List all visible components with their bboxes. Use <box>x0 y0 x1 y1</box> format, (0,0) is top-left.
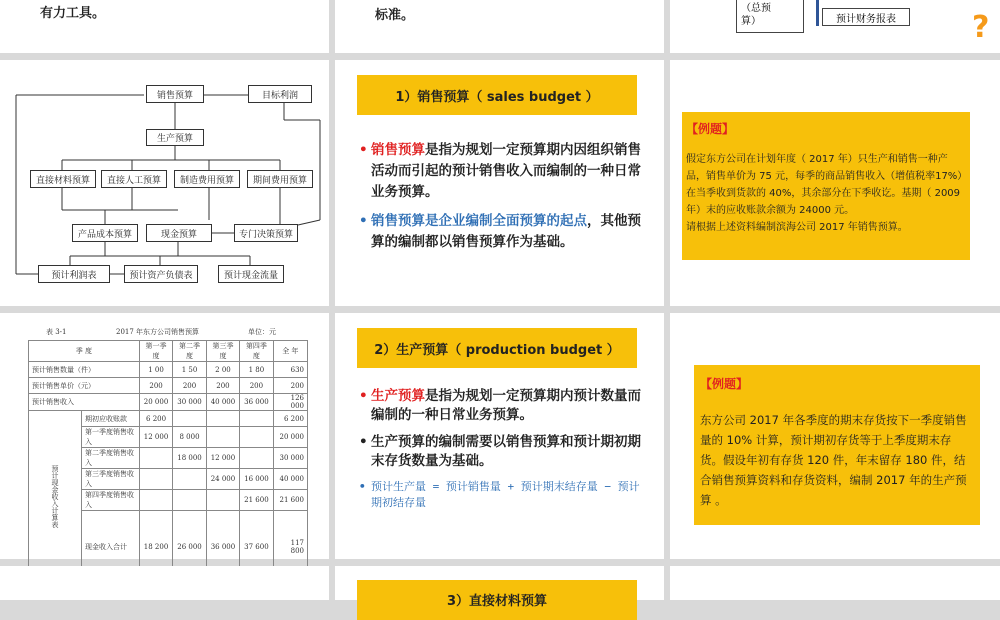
connector-line <box>816 0 819 26</box>
flow-node-target-profit: 目标利润 <box>248 85 312 103</box>
flow-node-product-cost: 产品成本预算 <box>72 224 138 242</box>
slide-thumbnail-9[interactable] <box>670 313 1000 559</box>
flow-node-cash: 现金预算 <box>146 224 212 242</box>
slide-text: 有力工具。 <box>40 6 106 21</box>
table-row: 预计销售单价（元） 200 200 200 200 200 <box>29 378 308 394</box>
slide-title: 2）生产预算（ production budget ） <box>357 328 637 368</box>
bullet-item: • 销售预算是指为规划一定预算期内因组织销售活动而引起的预计销售收入而编制的一种日常业务预算。 <box>359 142 641 200</box>
example-tag: 【例题】 <box>686 122 735 136</box>
table-caption-no: 表 3-1 <box>46 328 67 336</box>
example-body: 东方公司 2017 年各季度的期末存货按下一季度销售量的 10% 计算，预计期初存货等于上季度期末存货。假设年初有存货 120 件，年末留存 180 件，结合销售预算资料和存货资料，编制 2017 年的生产预算 。 <box>700 413 967 507</box>
bullet-item: • 预计生产量 = 预计销售量 + 预计期末结存量 − 预计期初结存量 <box>359 480 640 509</box>
table-side-label: 预计现金收入计算表 <box>29 411 82 583</box>
example-box <box>682 112 970 260</box>
slide-thumbnail-4[interactable] <box>0 60 329 306</box>
slide-thumbnail-11[interactable] <box>335 566 664 609</box>
flow-node-special-decision: 专门决策预算 <box>234 224 298 242</box>
table-row: 第一季度销售收入 12 000 8 000 20 000 <box>29 427 308 448</box>
flow-node-production: 生产预算 <box>146 129 204 146</box>
example-box <box>694 365 980 525</box>
slide-thumbnail-8[interactable] <box>335 313 664 559</box>
slide-thumbnail-7[interactable] <box>0 313 329 559</box>
example-body: 假定东方公司在计划年度（ 2017 年）只生产和销售一种产品，销售单价为 75 元，每季的商品销售收入（增值税率17%）在当季收到货款的 40%，其余部分在下季收讫。基期（ 2009 年）末的应收账款余额为 24000 元。 <box>686 154 963 216</box>
table-header-row: 季 度 第一季度 第二季度 第三季度 第四季度 全 年 <box>29 341 308 362</box>
table-row: 第二季度销售收入 18 000 12 000 30 000 <box>29 448 308 469</box>
flow-node-income-statement: 预计利润表 <box>38 265 110 283</box>
flow-node-overhead: 制造费用预算 <box>174 170 240 188</box>
sales-budget-table <box>28 340 308 583</box>
bullet-dot-icon: • <box>359 434 368 450</box>
table-row: 第四季度销售收入 21 600 21 600 <box>29 490 308 511</box>
bullet-dot-icon: • <box>359 142 368 158</box>
example-instruction: 请根据上述资料编制滨海公司 2017 年销售预算。 <box>686 222 908 233</box>
slide-thumbnail-6[interactable] <box>670 60 1000 306</box>
slide-thumbnail-2[interactable] <box>335 0 664 53</box>
total-budget-box: （总预 算） <box>736 0 804 33</box>
slide-title: 3）直接材料预算 <box>357 580 637 620</box>
question-mark-icon: ? <box>972 10 990 45</box>
bullet-list <box>359 387 645 519</box>
bullet-item: • 销售预算是企业编制全面预算的起点，其他预算的编制都以销售预算作为基础。 <box>359 213 641 250</box>
bullet-item: • 生产预算的编制需要以销售预算和预计期初期末存货数量为基础。 <box>359 434 641 469</box>
table-row: 预计现金收入计算表 期初应收账款 6 200 6 200 <box>29 411 308 427</box>
table-total-row: 现金收入合计 18 200 26 000 36 000 37 600 117 800 <box>29 511 308 583</box>
table-row: 预计销售数量（件） 1 00 1 50 2 00 1 80 630 <box>29 362 308 378</box>
example-tag: 【例题】 <box>700 377 749 391</box>
table-caption-unit: 单位：元 <box>248 328 276 336</box>
flow-node-cash-flow: 预计现金流量 <box>218 265 284 283</box>
table-row: 第三季度销售收入 24 000 16 000 40 000 <box>29 469 308 490</box>
bullet-dot-icon: • <box>359 480 366 493</box>
bullet-dot-icon: • <box>359 388 368 404</box>
flow-node-balance-sheet: 预计资产负债表 <box>124 265 198 283</box>
flow-node-period-expense: 期间费用预算 <box>247 170 313 188</box>
bullet-item: • 生产预算是指为规划一定预算期内预计数量而编制的一种日常业务预算。 <box>359 388 641 423</box>
slide-thumbnail-3[interactable] <box>670 0 1000 53</box>
flow-node-labor: 直接人工预算 <box>101 170 167 188</box>
table-caption-title: 2017 年东方公司销售预算 <box>116 328 200 336</box>
bullet-list <box>359 140 645 261</box>
slide-thumbnail-5[interactable] <box>335 60 664 306</box>
table-row: 预计销售收入 20 000 30 000 40 000 36 000 126 000 <box>29 394 308 411</box>
bullet-dot-icon: • <box>359 213 368 229</box>
flow-node-material: 直接材料预算 <box>30 170 96 188</box>
flow-node-sales: 销售预算 <box>146 85 204 103</box>
slide-title: 1）销售预算（ sales budget ） <box>357 75 637 115</box>
financial-report-box: 预计财务报表 <box>822 8 910 26</box>
slide-thumbnail-1[interactable] <box>0 0 329 53</box>
slide-thumbnail-12[interactable] <box>670 566 1000 600</box>
slide-text: 标准。 <box>375 8 415 23</box>
slide-thumbnail-10[interactable] <box>0 566 329 600</box>
